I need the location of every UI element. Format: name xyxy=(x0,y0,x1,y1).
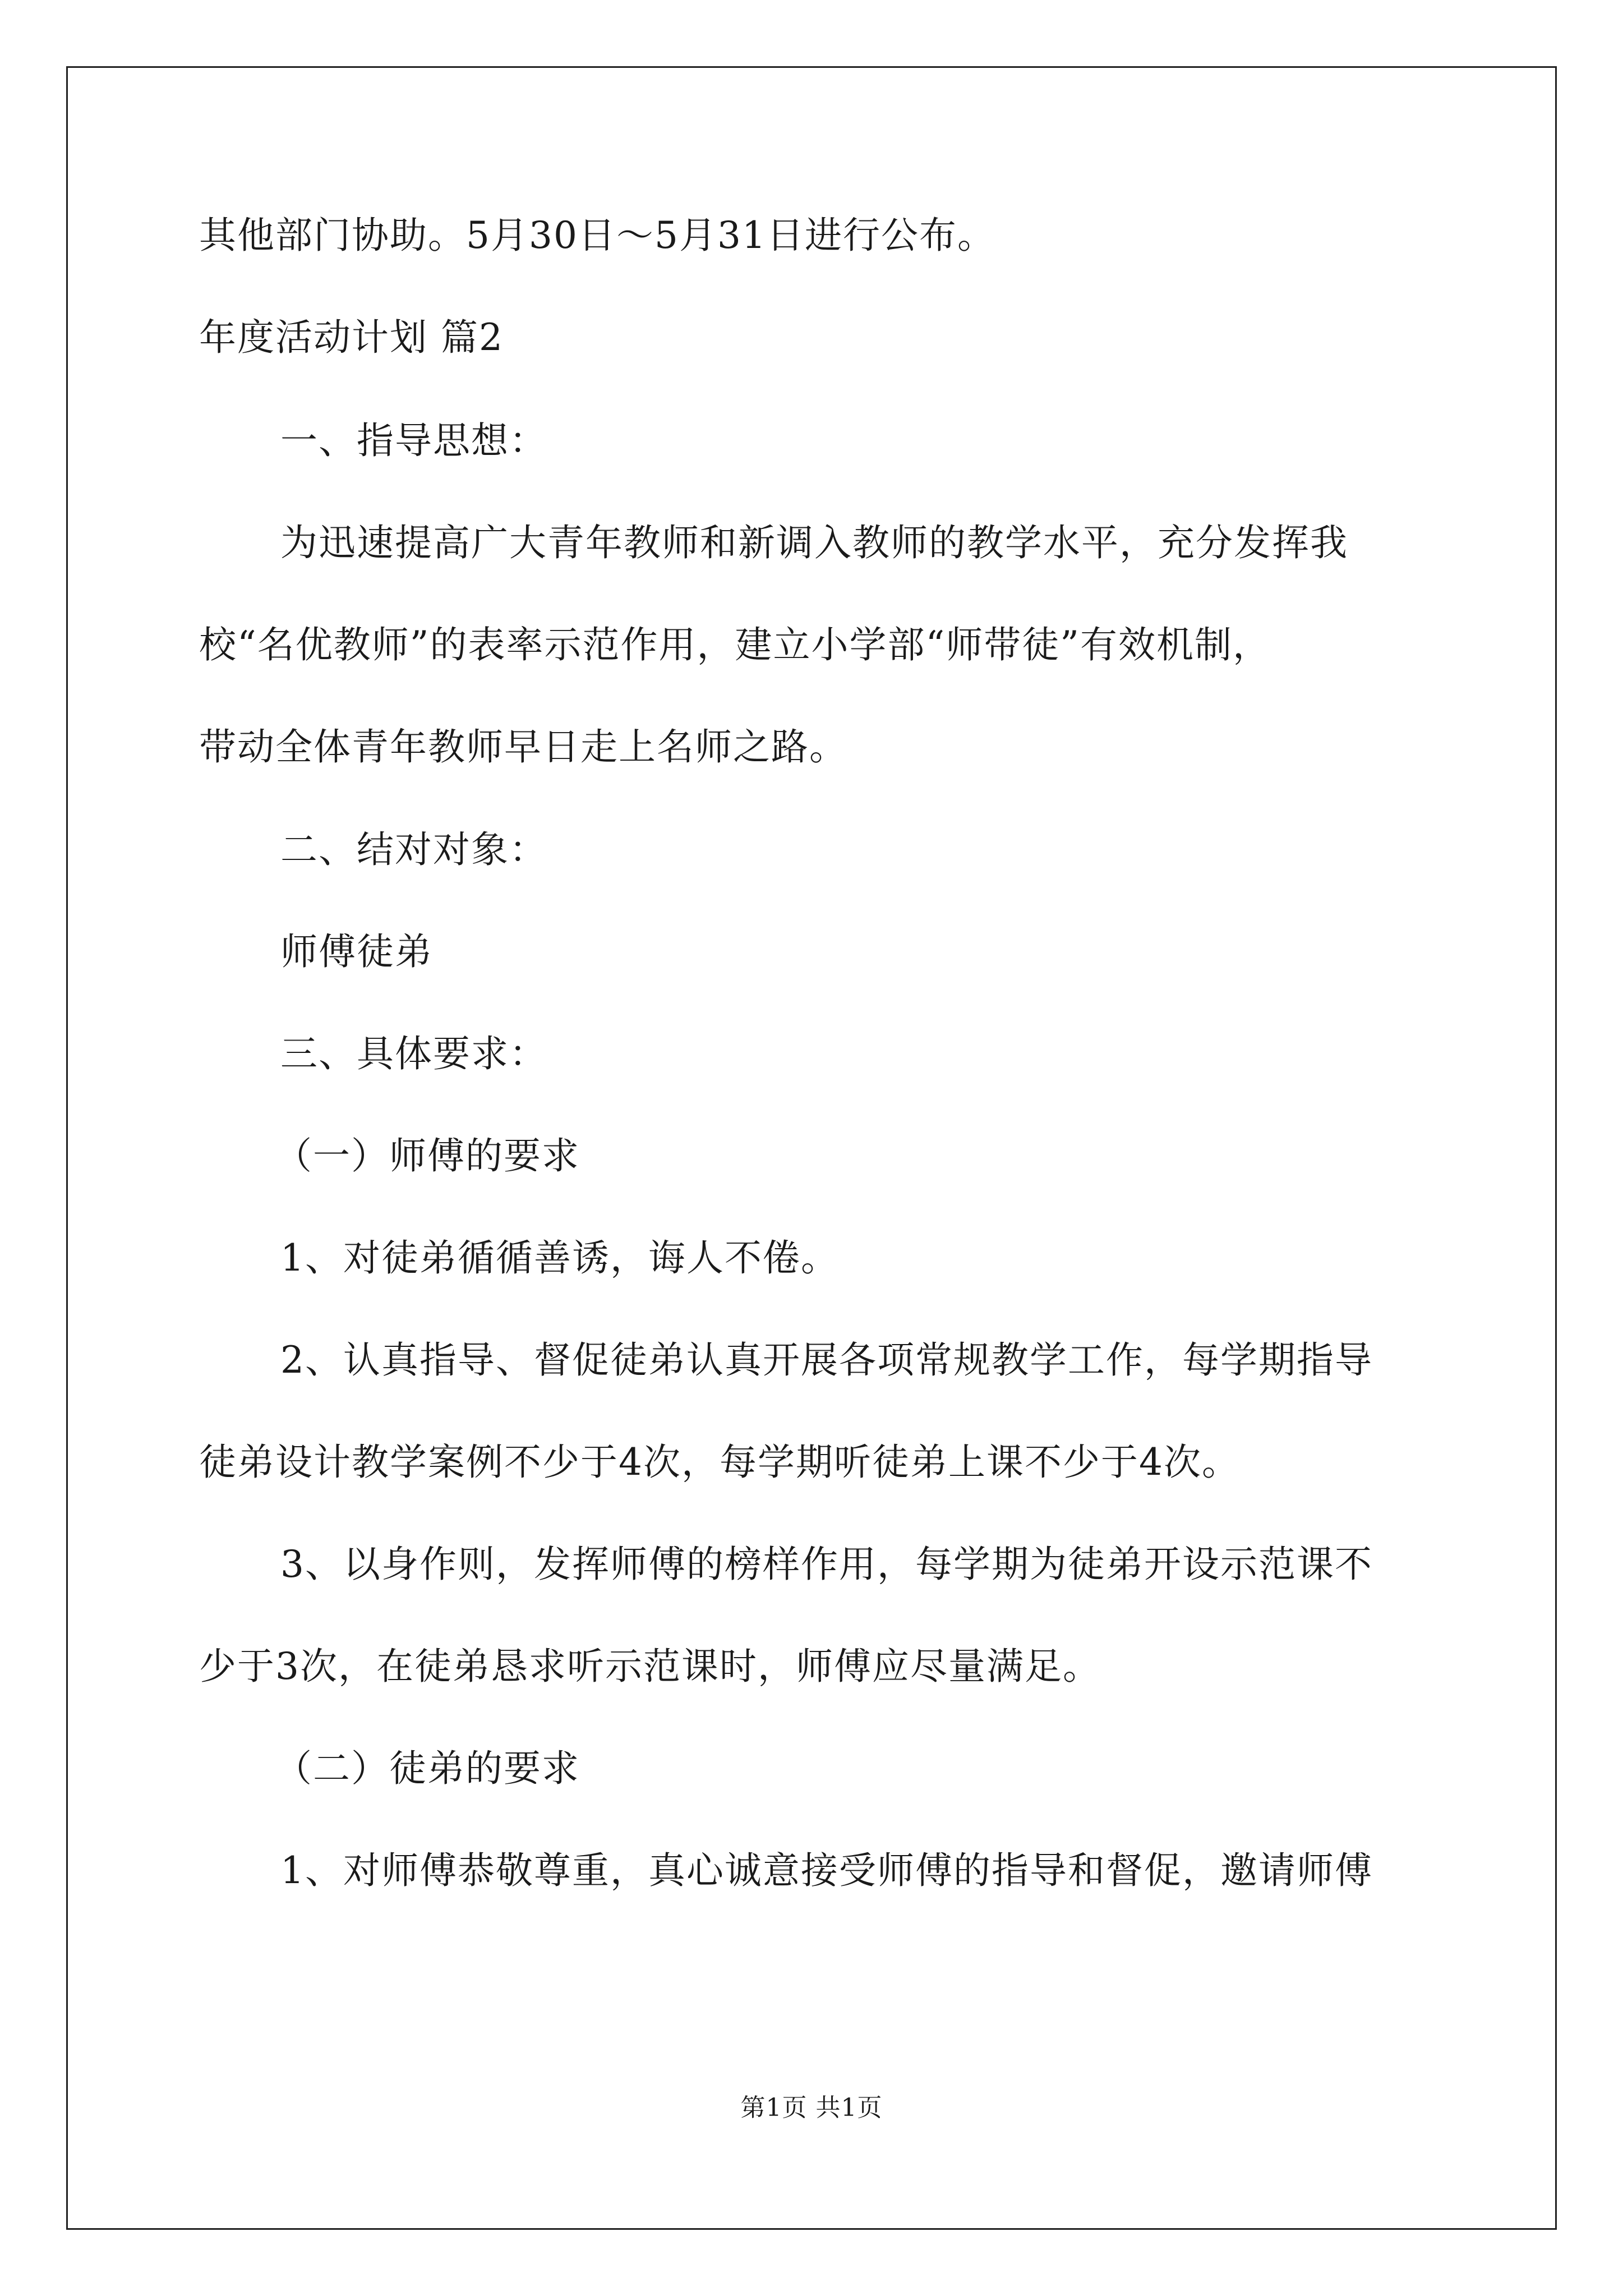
paragraph-line: 徒弟设计教学案例不少于4次，每学期听徒弟上课不少于4次。 xyxy=(199,1441,1240,1484)
heading-requirements: 三、具体要求： xyxy=(280,1032,547,1075)
paragraph-line: 师傅徒弟 xyxy=(280,930,433,973)
list-item: 2、认真指导、督促徒弟认真开展各项常规教学工作，每学期指导 xyxy=(280,1338,1373,1382)
heading-guiding-idea: 一、指导思想： xyxy=(280,419,547,462)
section-title: 年度活动计划 篇2 xyxy=(199,316,504,359)
list-item: 1、对师傅恭敬尊重，真心诚意接受师傅的指导和督促，邀请师傅 xyxy=(280,1849,1373,1892)
paragraph-line: 为迅速提高广大青年教师和新调入教师的教学水平，充分发挥我 xyxy=(280,521,1348,564)
heading-pairing-targets: 二、结对对象： xyxy=(280,828,547,871)
page-footer: 第1页 共1页 xyxy=(740,2093,883,2122)
text-line-continuation: 其他部门协助。5月30日～5月31日进行公布。 xyxy=(199,214,995,257)
paragraph-line: 带动全体青年教师早日走上名师之路。 xyxy=(199,725,847,769)
subheading-apprentice-requirements: （二）徒弟的要求 xyxy=(275,1747,580,1790)
paragraph-line: 少于3次，在徒弟恳求听示范课时，师傅应尽量满足。 xyxy=(199,1645,1101,1688)
list-item: 1、对徒弟循循善诱，诲人不倦。 xyxy=(280,1236,839,1280)
list-item: 3、以身作则，发挥师傅的榜样作用，每学期为徒弟开设示范课不 xyxy=(280,1543,1373,1586)
subheading-master-requirements: （一）师傅的要求 xyxy=(275,1134,580,1177)
paragraph-line: 校“名优教师”的表率示范作用，建立小学部“师带徒”有效机制， xyxy=(199,623,1271,666)
